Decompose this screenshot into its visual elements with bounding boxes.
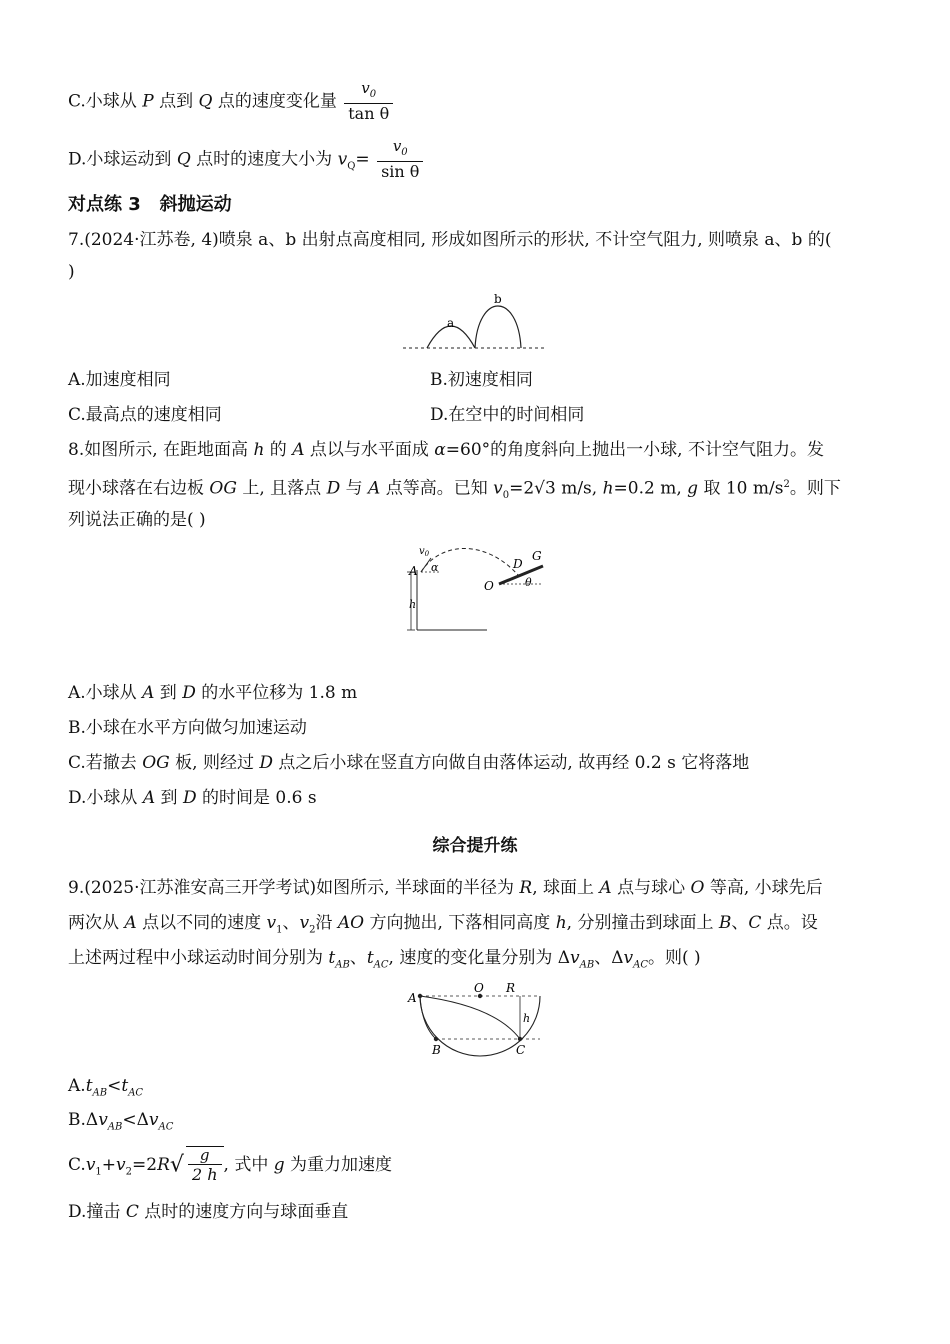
text: < <box>107 1076 122 1096</box>
text: , 速度的变化量分别为 Δ <box>388 948 571 968</box>
label-a: a <box>447 316 455 330</box>
q6-option-c <box>68 80 393 124</box>
text: A. <box>68 1076 86 1096</box>
fraction <box>344 80 393 124</box>
q7-option-b: B.初速度相同 <box>430 370 533 390</box>
label-b: B <box>432 1043 441 1057</box>
point-a <box>418 994 422 998</box>
label-alpha: α <box>431 561 439 574</box>
text: 到 <box>154 683 183 703</box>
subscript: 0 <box>401 147 408 158</box>
q9-figure <box>400 980 550 1060</box>
var: A <box>599 878 612 898</box>
text: , 球面上 <box>532 878 600 898</box>
denominator: 2 h <box>188 1164 222 1185</box>
text: 上, 且落点 <box>236 478 327 499</box>
text: 为重力加速度 <box>284 1155 393 1175</box>
var: v <box>85 1155 96 1175</box>
numerator: g <box>199 1146 210 1164</box>
denominator: sin θ <box>377 161 423 182</box>
text: =2√3 m/s, <box>509 478 603 499</box>
text: 、 <box>731 913 749 933</box>
text: 沿 <box>315 913 338 933</box>
text: 点。设 <box>761 913 818 933</box>
denominator: tan θ <box>344 103 393 124</box>
var: v <box>299 913 310 933</box>
label-d: D <box>513 557 523 571</box>
var-q: Q <box>176 149 191 170</box>
equals: = <box>355 149 370 170</box>
var: v <box>116 1155 126 1175</box>
q8-option-d <box>68 786 317 810</box>
var: B <box>718 913 732 933</box>
section-heading <box>68 190 232 216</box>
var: v <box>570 948 580 968</box>
text: D.小球运动到 <box>68 149 177 170</box>
label-theta: θ <box>525 576 532 589</box>
text: B.Δ <box>68 1110 99 1130</box>
text: 、 <box>282 913 300 933</box>
subscript: 2 <box>125 1166 133 1178</box>
q9-option-d <box>68 1200 348 1224</box>
q8-stem-line1 <box>68 438 824 462</box>
q8-stem-line3: 列说法正确的是( ) <box>68 510 206 530</box>
var: C <box>125 1202 139 1222</box>
label-g: G <box>532 549 542 563</box>
q8-option-b: B.小球在水平方向做匀加速运动 <box>68 718 307 738</box>
numerator: v <box>392 137 402 155</box>
var: g <box>273 1155 285 1175</box>
label-h: h <box>409 598 417 611</box>
text: =0.2 m, <box>613 478 688 499</box>
section-label: 对点练 3 <box>68 194 141 215</box>
var: A <box>142 788 156 808</box>
subscript: AB <box>92 1087 108 1099</box>
q9-stem-line3 <box>68 946 701 977</box>
var: AO <box>337 913 365 933</box>
text: 点时的速度大小为 <box>190 149 338 170</box>
text: 。则下 <box>789 478 841 499</box>
label-v0: $v_0$ <box>419 546 430 558</box>
var: A <box>142 683 155 703</box>
text: A.小球从 <box>68 683 143 703</box>
text: C. <box>68 1155 86 1175</box>
text: 点之后小球在竖直方向做自由落体运动, 故再经 0.2 s 它将落地 <box>273 753 750 773</box>
sqrt-fraction <box>186 1146 224 1185</box>
q7-option-d: D.在空中的时间相同 <box>430 405 585 425</box>
q9-stem-line2 <box>68 911 818 942</box>
subscript: AC <box>158 1121 174 1133</box>
var: C <box>748 913 762 933</box>
var: t <box>121 1076 129 1096</box>
subscript: AB <box>579 959 595 971</box>
var: h <box>602 478 614 499</box>
point-b <box>434 1037 438 1041</box>
label-o: O <box>484 579 494 593</box>
label-h: h <box>523 1012 531 1025</box>
subscript: AB <box>335 959 350 971</box>
subscript: 1 <box>95 1166 102 1178</box>
var: g <box>687 478 699 499</box>
q8-figure <box>395 540 555 635</box>
var: OG <box>142 753 170 773</box>
var: t <box>328 948 336 968</box>
label-a: A <box>408 991 417 1005</box>
text: 点到 <box>153 91 199 112</box>
var: D <box>182 683 196 703</box>
text: 、Δ <box>594 948 624 968</box>
text: =2 <box>132 1155 158 1175</box>
superscript: 2 <box>783 479 790 490</box>
text: <Δ <box>122 1110 149 1130</box>
var: A <box>292 440 305 460</box>
subscript: 0 <box>502 490 510 502</box>
label-o: O <box>474 981 484 995</box>
text: 点以不同的速度 <box>136 913 267 933</box>
q7-stem-cont: ) <box>68 262 75 282</box>
path-ab <box>420 996 436 1039</box>
q8-option-c <box>68 751 749 775</box>
point-c <box>518 1037 522 1041</box>
var: v <box>623 948 634 968</box>
var: t <box>366 948 374 968</box>
q7-option-c: C.最高点的速度相同 <box>68 405 222 425</box>
q9-stem-line1 <box>68 876 823 900</box>
q7-option-a: A.加速度相同 <box>68 370 171 390</box>
subscript: AB <box>107 1121 123 1133</box>
label-a: A <box>409 564 418 578</box>
text: 现小球落在右边板 <box>68 478 210 499</box>
var: v <box>148 1110 159 1130</box>
text: 9.(2025·江苏淮安高三开学考试)如图所示, 半球面的半径为 <box>68 878 520 898</box>
text: 的时间是 0.6 s <box>196 788 317 808</box>
text: C.若撤去 <box>68 753 143 773</box>
text: + <box>101 1155 117 1175</box>
label-c: C <box>516 1043 526 1057</box>
var: D <box>182 788 197 808</box>
text: 方向抛出, 下落相同高度 <box>364 913 556 933</box>
path-ac <box>420 996 520 1039</box>
q8-option-a <box>68 681 357 705</box>
text: 点时的速度方向与球面垂直 <box>138 1202 349 1222</box>
text: =60°的角度斜向上抛出一小球, 不计空气阻力。发 <box>445 440 824 460</box>
q6-option-d <box>68 138 423 182</box>
subscript: AC <box>633 959 648 971</box>
section-title: 斜抛运动 <box>159 194 232 215</box>
text: 到 <box>155 788 183 808</box>
var: h <box>555 913 567 933</box>
var: R <box>519 878 533 898</box>
label-r: R <box>506 981 516 995</box>
var: D <box>326 478 341 499</box>
subscript: 2 <box>309 924 316 936</box>
text: 板, 则经过 <box>169 753 260 773</box>
q7-figure <box>400 290 550 355</box>
fraction <box>377 138 423 182</box>
text: 点等高。已知 <box>380 478 494 499</box>
text: 的水平位移为 1.8 m <box>195 683 358 703</box>
subscript: 1 <box>276 924 283 936</box>
var: R <box>157 1155 170 1175</box>
var: A <box>124 913 137 933</box>
text: C.小球从 <box>68 91 143 112</box>
text: 点以与水平面成 <box>304 440 435 460</box>
var: v <box>493 478 503 499</box>
text: 点与球心 <box>611 878 691 898</box>
var: α <box>434 440 446 460</box>
sqrt-sign: √ <box>169 1152 184 1178</box>
q7-stem: 7.(2024·江苏卷, 4)喷泉 a、b 出射点高度相同, 形成如图所示的形状, 不计空气阻力, 则喷泉 a、b 的( <box>68 230 832 250</box>
q9-option-b <box>68 1108 173 1139</box>
text: , 分别撞击到球面上 <box>566 913 719 933</box>
text: D.小球从 <box>68 788 143 808</box>
var-v: v <box>337 149 348 170</box>
text: D.撞击 <box>68 1202 126 1222</box>
numerator: v <box>361 79 370 97</box>
q9-option-a <box>68 1074 143 1105</box>
text: 与 <box>340 478 369 499</box>
text: 点的速度变化量 <box>212 91 337 112</box>
text: 、 <box>349 948 367 968</box>
subscript: AC <box>373 959 389 971</box>
text: 上述两过程中小球运动时间分别为 <box>68 948 329 968</box>
subscript: 0 <box>369 89 377 100</box>
fountain-b <box>475 306 521 348</box>
var-q: Q <box>198 91 213 112</box>
text: 两次从 <box>68 913 125 933</box>
subscript: AC <box>128 1087 144 1099</box>
text: 8.如图所示, 在距地面高 <box>68 440 254 460</box>
var: v <box>98 1110 108 1130</box>
section-heading-comprehensive: 综合提升练 <box>432 836 518 856</box>
q9-option-c <box>68 1146 392 1185</box>
text: , 式中 <box>223 1155 274 1175</box>
var: A <box>368 478 381 499</box>
text: 的 <box>264 440 293 460</box>
text: 。则( ) <box>648 948 701 968</box>
text: 等高, 小球先后 <box>704 878 823 898</box>
var: t <box>85 1076 93 1096</box>
var: O <box>690 878 705 898</box>
var-p: P <box>142 91 154 112</box>
var: v <box>266 913 277 933</box>
label-b: b <box>494 292 502 306</box>
var: h <box>253 440 265 460</box>
var: D <box>259 753 274 773</box>
q8-stem-line2 <box>68 473 841 508</box>
subscript: Q <box>347 160 356 172</box>
var: OG <box>209 478 237 499</box>
text: 取 10 m/s <box>698 478 784 499</box>
